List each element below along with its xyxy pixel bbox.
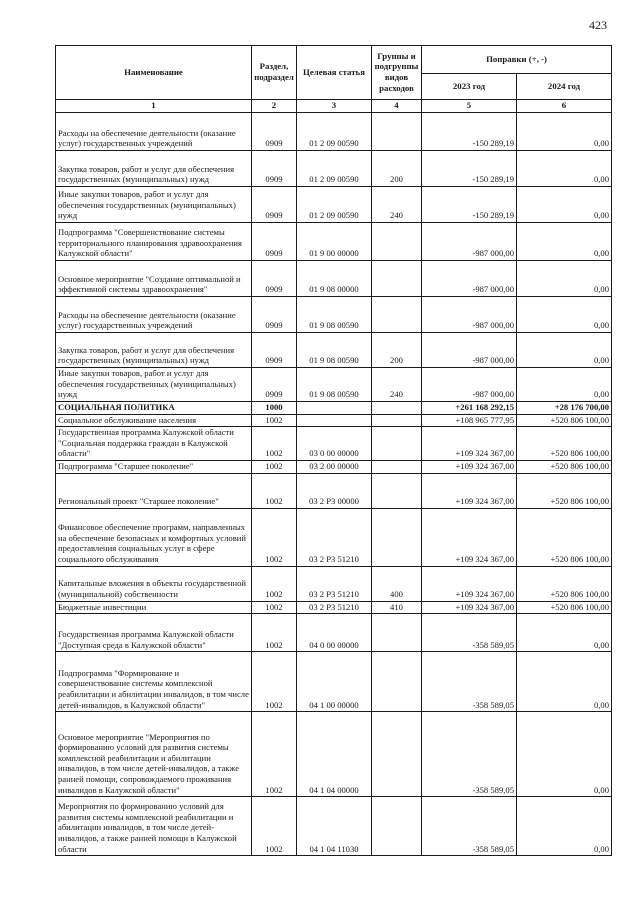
column-number: 2 bbox=[252, 100, 297, 113]
row-expense-type bbox=[372, 261, 422, 297]
row-target-article: 04 0 00 00000 bbox=[297, 614, 372, 652]
table-row bbox=[56, 566, 612, 601]
table-row bbox=[56, 297, 612, 333]
row-section-code: 1002 bbox=[252, 473, 297, 508]
row-section-code: 0909 bbox=[252, 113, 297, 151]
row-target-article: 03 2 P3 51210 bbox=[297, 601, 372, 614]
row-target-article: 04 1 04 00000 bbox=[297, 712, 372, 797]
table-row bbox=[56, 652, 612, 712]
row-name: Закупка товаров, работ и услуг для обеспечения государственных (муниципальных) нужд bbox=[56, 151, 252, 187]
row-name: Подпрограмма "Совершенствование системы территориального планирования здравоохранения Калужской области" bbox=[56, 223, 252, 261]
row-amount-2024: +520 806 100,00 bbox=[517, 460, 612, 473]
row-target-article: 04 1 04 11030 bbox=[297, 797, 372, 856]
row-target-article: 03 0 00 00000 bbox=[297, 427, 372, 461]
row-amount-2024: 0,00 bbox=[517, 333, 612, 368]
row-section-code: 0909 bbox=[252, 223, 297, 261]
row-target-article bbox=[297, 414, 372, 427]
row-amount-2024: +520 806 100,00 bbox=[517, 414, 612, 427]
row-section-code: 1002 bbox=[252, 601, 297, 614]
row-amount-2023: -150 289,19 bbox=[422, 113, 517, 151]
row-section-code: 0909 bbox=[252, 261, 297, 297]
row-target-article: 01 9 08 00000 bbox=[297, 261, 372, 297]
row-target-article: 01 2 09 00590 bbox=[297, 113, 372, 151]
row-amount-2023: -987 000,00 bbox=[422, 261, 517, 297]
row-target-article: 03 2 00 00000 bbox=[297, 460, 372, 473]
row-expense-type: 200 bbox=[372, 333, 422, 368]
row-name: Государственная программа Калужской области "Доступная среда в Калужской области" bbox=[56, 614, 252, 652]
table-row bbox=[56, 427, 612, 461]
row-amount-2024: +520 806 100,00 bbox=[517, 508, 612, 566]
row-expense-type: 410 bbox=[372, 601, 422, 614]
row-expense-type bbox=[372, 712, 422, 797]
row-target-article: 01 9 08 00590 bbox=[297, 333, 372, 368]
row-target-article: 01 9 08 00590 bbox=[297, 368, 372, 402]
table-row bbox=[56, 333, 612, 368]
row-expense-type bbox=[372, 297, 422, 333]
row-amount-2024: +520 806 100,00 bbox=[517, 427, 612, 461]
row-expense-type: 400 bbox=[372, 566, 422, 601]
row-name: Финансовое обеспечение программ, направленных на обеспечение безопасных и комфортных условий предоставления социальных услуг в сфере социального обслуживания bbox=[56, 508, 252, 566]
row-amount-2023: -987 000,00 bbox=[422, 333, 517, 368]
row-expense-type: 240 bbox=[372, 368, 422, 402]
row-expense-type bbox=[372, 402, 422, 415]
table-row bbox=[56, 113, 612, 151]
row-amount-2023: +261 168 292,15 bbox=[422, 402, 517, 415]
row-amount-2023: +109 324 367,00 bbox=[422, 601, 517, 614]
table-row bbox=[56, 508, 612, 566]
row-section-code: 0909 bbox=[252, 297, 297, 333]
row-target-article: 01 9 08 00590 bbox=[297, 297, 372, 333]
row-expense-type bbox=[372, 414, 422, 427]
table-row bbox=[56, 473, 612, 508]
row-section-code: 0909 bbox=[252, 151, 297, 187]
row-amount-2023: -150 289,19 bbox=[422, 187, 517, 223]
row-expense-type bbox=[372, 508, 422, 566]
row-name: Капитальные вложения в объекты государственной (муниципальной) собственности bbox=[56, 566, 252, 601]
row-target-article: 03 2 P3 00000 bbox=[297, 473, 372, 508]
row-name: Бюджетные инвестиции bbox=[56, 601, 252, 614]
row-amount-2023: +109 324 367,00 bbox=[422, 427, 517, 461]
row-amount-2023: +109 324 367,00 bbox=[422, 508, 517, 566]
row-amount-2023: +109 324 367,00 bbox=[422, 473, 517, 508]
row-section-code: 0909 bbox=[252, 333, 297, 368]
table-row bbox=[56, 460, 612, 473]
row-target-article bbox=[297, 402, 372, 415]
row-amount-2024: +520 806 100,00 bbox=[517, 601, 612, 614]
budget-amendments-table bbox=[55, 45, 612, 856]
row-name: Иные закупки товаров, работ и услуг для обеспечения государственных (муниципальных) нужд bbox=[56, 187, 252, 223]
header-groups: Группы и подгруппы видов расходов bbox=[372, 46, 422, 100]
row-target-article: 04 1 00 00000 bbox=[297, 652, 372, 712]
row-amount-2023: +108 965 777,95 bbox=[422, 414, 517, 427]
row-amount-2023: -987 000,00 bbox=[422, 368, 517, 402]
row-name: Закупка товаров, работ и услуг для обеспечения государственных (муниципальных) нужд bbox=[56, 333, 252, 368]
row-section-code: 1002 bbox=[252, 508, 297, 566]
row-section-code: 0909 bbox=[252, 368, 297, 402]
row-amount-2023: -150 289,19 bbox=[422, 151, 517, 187]
row-section-code: 0909 bbox=[252, 187, 297, 223]
table-body bbox=[56, 113, 612, 856]
row-amount-2023: +109 324 367,00 bbox=[422, 566, 517, 601]
row-amount-2024: 0,00 bbox=[517, 187, 612, 223]
row-amount-2023: -358 589,05 bbox=[422, 614, 517, 652]
table-row bbox=[56, 368, 612, 402]
row-name: Региональный проект "Старшее поколение" bbox=[56, 473, 252, 508]
row-amount-2024: +520 806 100,00 bbox=[517, 473, 612, 508]
header-name: Наименование bbox=[56, 46, 252, 100]
row-name: Подпрограмма "Старшее поколение" bbox=[56, 460, 252, 473]
row-amount-2024: +520 806 100,00 bbox=[517, 566, 612, 601]
row-amount-2024: 0,00 bbox=[517, 261, 612, 297]
table-row bbox=[56, 797, 612, 856]
row-section-code: 1002 bbox=[252, 414, 297, 427]
table-row bbox=[56, 712, 612, 797]
row-section-code: 1002 bbox=[252, 797, 297, 856]
header-section: Раздел, подраздел bbox=[252, 46, 297, 100]
row-target-article: 03 2 P3 51210 bbox=[297, 508, 372, 566]
column-number: 3 bbox=[297, 100, 372, 113]
row-name: Основное мероприятие "Создание оптимальной и эффективной системы здравоохранения" bbox=[56, 261, 252, 297]
row-name: Расходы на обеспечение деятельности (оказание услуг) государственных учреждений bbox=[56, 297, 252, 333]
row-name: Государственная программа Калужской области "Социальная поддержка граждан в Калужской области" bbox=[56, 427, 252, 461]
row-section-code: 1002 bbox=[252, 652, 297, 712]
row-expense-type bbox=[372, 614, 422, 652]
row-name: СОЦИАЛЬНАЯ ПОЛИТИКА bbox=[56, 402, 252, 415]
row-amount-2024: 0,00 bbox=[517, 797, 612, 856]
row-amount-2023: -987 000,00 bbox=[422, 223, 517, 261]
column-number: 5 bbox=[422, 100, 517, 113]
row-expense-type bbox=[372, 223, 422, 261]
row-target-article: 03 2 P3 51210 bbox=[297, 566, 372, 601]
table-row bbox=[56, 414, 612, 427]
row-expense-type bbox=[372, 113, 422, 151]
row-target-article: 01 2 09 00590 bbox=[297, 187, 372, 223]
row-amount-2024: +28 176 700,00 bbox=[517, 402, 612, 415]
row-target-article: 01 2 09 00590 bbox=[297, 151, 372, 187]
row-amount-2023: +109 324 367,00 bbox=[422, 460, 517, 473]
table-row bbox=[56, 614, 612, 652]
row-amount-2024: 0,00 bbox=[517, 297, 612, 333]
row-expense-type: 240 bbox=[372, 187, 422, 223]
row-section-code: 1002 bbox=[252, 614, 297, 652]
table-row bbox=[56, 261, 612, 297]
table-header bbox=[56, 46, 612, 113]
row-expense-type bbox=[372, 797, 422, 856]
row-expense-type bbox=[372, 427, 422, 461]
row-name: Социальное обслуживание населения bbox=[56, 414, 252, 427]
row-section-code: 1000 bbox=[252, 402, 297, 415]
table-row bbox=[56, 151, 612, 187]
row-name: Расходы на обеспечение деятельности (оказание услуг) государственных учреждений bbox=[56, 113, 252, 151]
row-expense-type: 200 bbox=[372, 151, 422, 187]
row-amount-2024: 0,00 bbox=[517, 223, 612, 261]
row-expense-type bbox=[372, 473, 422, 508]
row-expense-type bbox=[372, 652, 422, 712]
row-name: Основное мероприятие "Мероприятия по формированию условий для развития системы комплексной реабилитации и абилитации инвалидов, в том числе детей-инвалидов, а также ранней помощи, сопровождаемого проживания инвалидов в Калужской области" bbox=[56, 712, 252, 797]
page-number: 423 bbox=[589, 18, 607, 32]
row-amount-2024: 0,00 bbox=[517, 614, 612, 652]
header-year-2023: 2023 год bbox=[422, 74, 517, 100]
row-amount-2024: 0,00 bbox=[517, 368, 612, 402]
row-amount-2023: -358 589,05 bbox=[422, 797, 517, 856]
row-name: Иные закупки товаров, работ и услуг для обеспечения государственных (муниципальных) нужд bbox=[56, 368, 252, 402]
table-row bbox=[56, 601, 612, 614]
row-expense-type bbox=[372, 460, 422, 473]
row-amount-2024: 0,00 bbox=[517, 113, 612, 151]
row-section-code: 1002 bbox=[252, 712, 297, 797]
column-number: 6 bbox=[517, 100, 612, 113]
row-amount-2023: -358 589,05 bbox=[422, 712, 517, 797]
table-row bbox=[56, 402, 612, 415]
row-amount-2023: -358 589,05 bbox=[422, 652, 517, 712]
table-row bbox=[56, 223, 612, 261]
row-section-code: 1002 bbox=[252, 460, 297, 473]
row-section-code: 1002 bbox=[252, 566, 297, 601]
row-amount-2024: 0,00 bbox=[517, 652, 612, 712]
row-amount-2024: 0,00 bbox=[517, 151, 612, 187]
row-amount-2023: -987 000,00 bbox=[422, 297, 517, 333]
column-number: 4 bbox=[372, 100, 422, 113]
row-amount-2024: 0,00 bbox=[517, 712, 612, 797]
header-amendments: Поправки (+, -) bbox=[422, 46, 612, 74]
row-name: Мероприятия по формированию условий для развития системы комплексной реабилитации и абилитации инвалидов, в том числе детей-инвалидов, а также ранней помощи в Калужской области bbox=[56, 797, 252, 856]
table-row bbox=[56, 187, 612, 223]
header-target: Целевая статья bbox=[297, 46, 372, 100]
row-section-code: 1002 bbox=[252, 427, 297, 461]
row-name: Подпрограмма "Формирование и совершенствование системы комплексной реабилитации и абилитации инвалидов, в том числе детей-инвалидов, в Калужской области" bbox=[56, 652, 252, 712]
header-year-2024: 2024 год bbox=[517, 74, 612, 100]
row-target-article: 01 9 00 00000 bbox=[297, 223, 372, 261]
column-number: 1 bbox=[56, 100, 252, 113]
